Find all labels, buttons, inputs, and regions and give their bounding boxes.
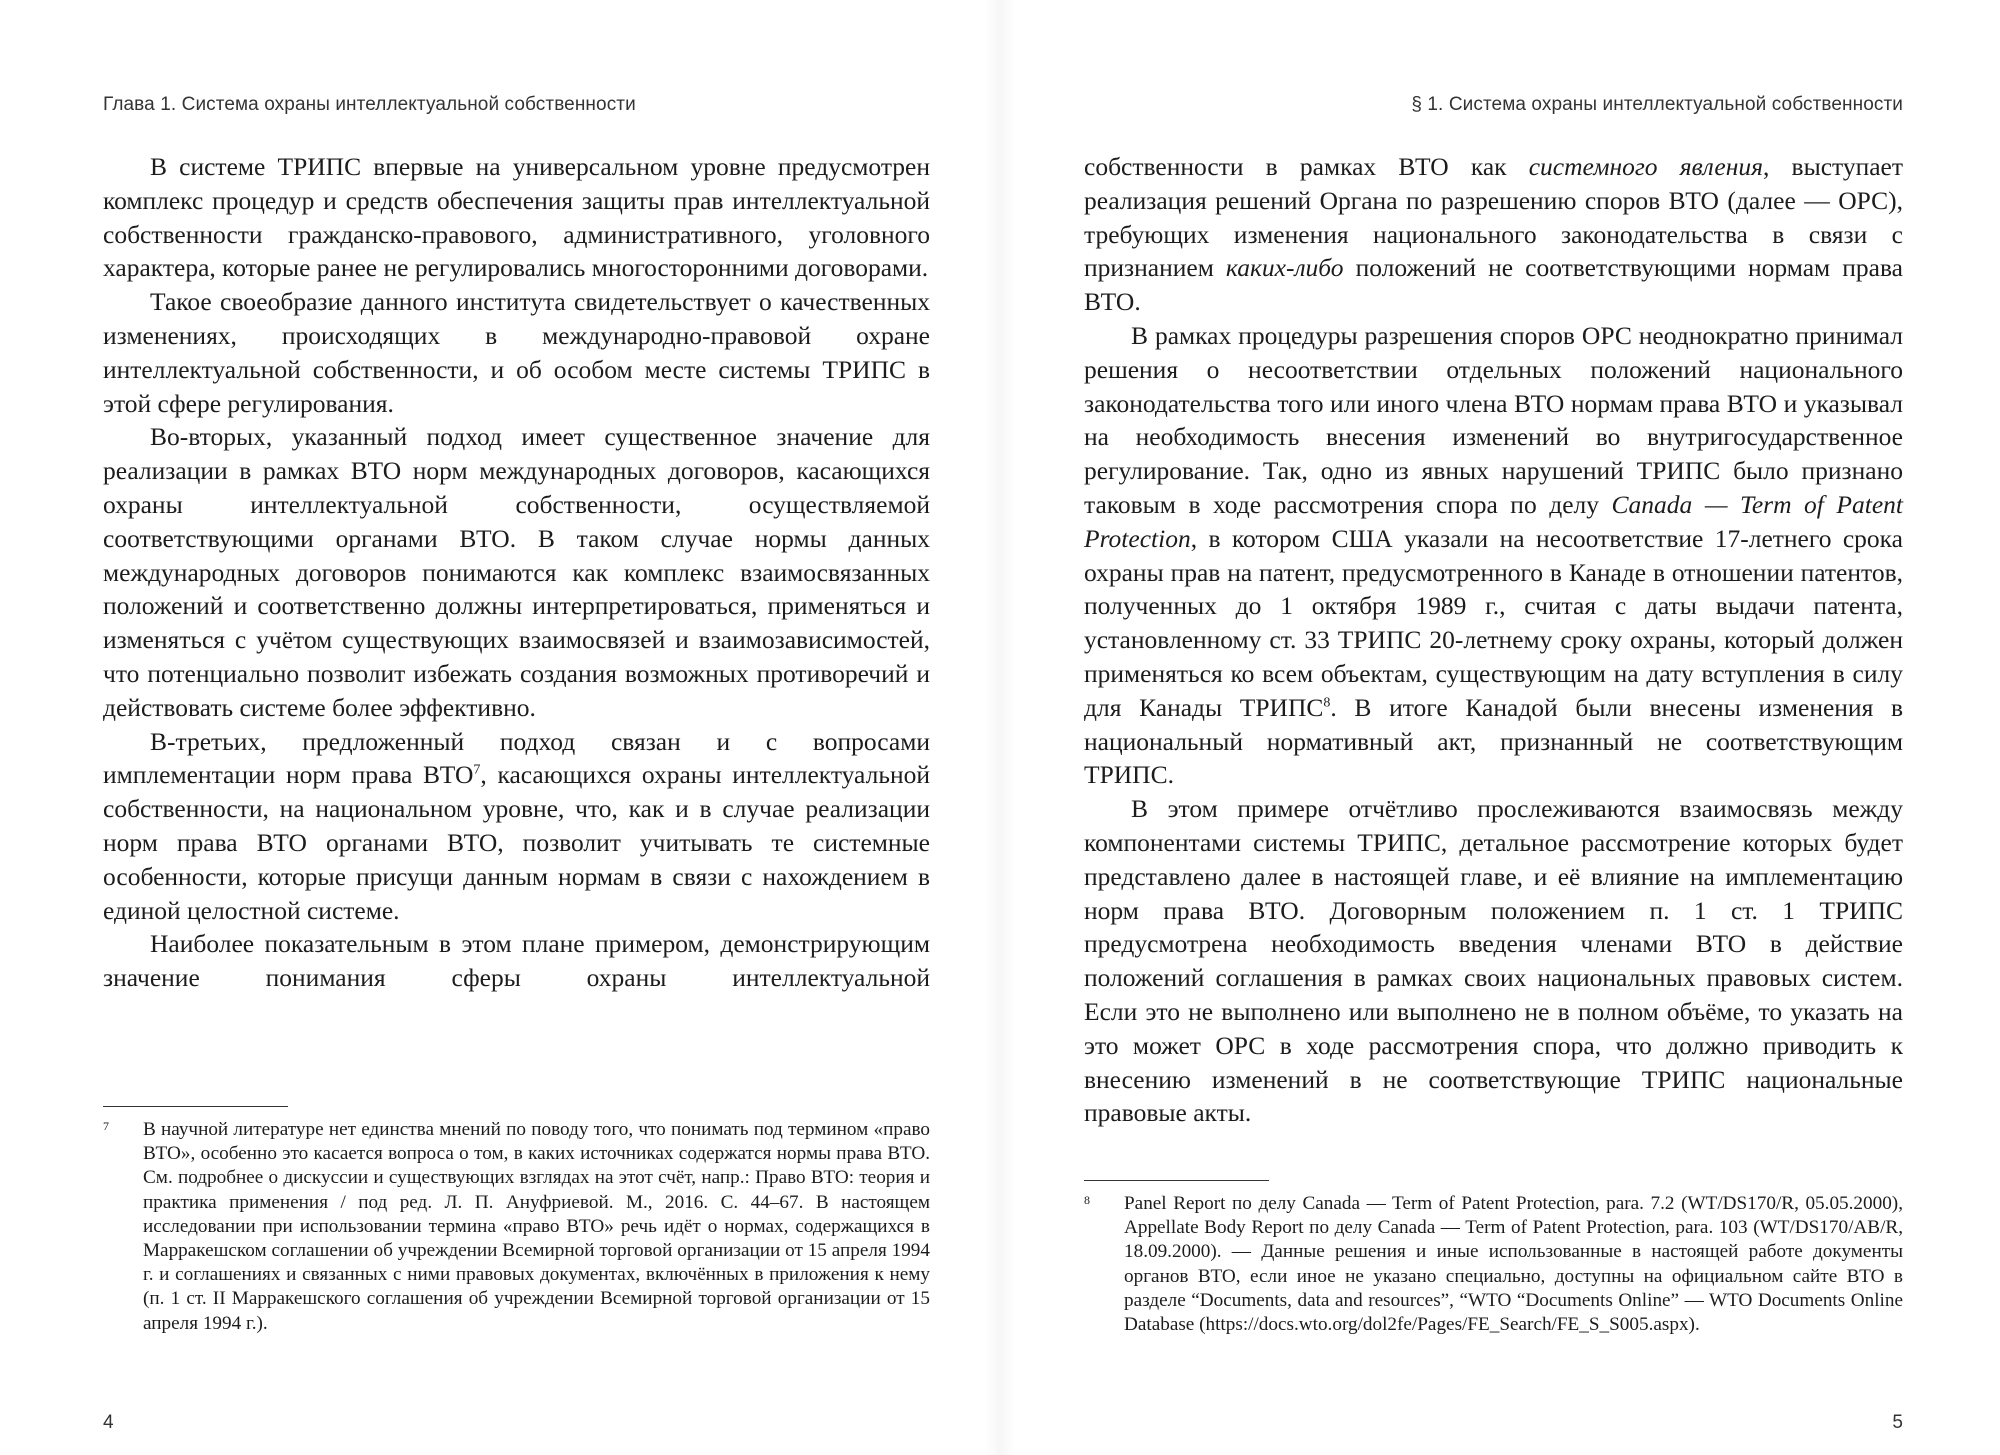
text-span: , касающихся охраны интеллектуальной собственности, на национальном уровне, что, как и в случае реализации норм права ВТО органами ВТО, позволит учитывать те системные особенности, которые присущи данным нормам в связи с нахождением в единой целостной системе. [103, 760, 930, 925]
footnote-number: 7 [103, 1119, 109, 1133]
running-header-left: Глава 1. Система охраны интеллектуальной собственности [103, 94, 636, 115]
text-span: , выступает реализация решений Органа по разрешению споров ВТО (далее — ОРС), требующих изменения национального законодательства в связи с признанием [1084, 152, 1904, 283]
footnote-number: 8 [1084, 1193, 1090, 1207]
paragraph: Во-вторых, указанный подход имеет существенное значение для реализации в рамках ВТО норм международных договоров, касающихся охраны интеллектуальной собственности, осуществляемой соответствующими органами ВТО. В таком случае нормы данных международных договоров понимаются как комплекс взаимосвязанных положений и соответственно должны интерпретироваться, применяться и изменяться с учётом существующих взаимосвязей и взаимозависимостей, что потенциально позволит избежать создания возможных противоречий и действовать системе более эффективно. [103, 422, 930, 722]
footnote-ref-7[interactable]: 7 [473, 762, 481, 778]
paragraph [103, 725, 930, 928]
footnote-ref-8[interactable]: 8 [1323, 695, 1331, 711]
main-text-right [1084, 150, 1903, 1130]
footnote-7 [103, 1118, 930, 1336]
text-span: собственности в рамках ВТО как [1084, 152, 1529, 181]
running-header-right: § 1. Система охраны интеллектуальной собственности [1411, 94, 1903, 115]
text-span: В-третьих, предложенный подход связан и с вопросами имплементации норм права ВТО [103, 726, 930, 790]
paragraph: В этом примере отчётливо прослеживаются взаимосвязь между компонентами системы ТРИПС, детальное рассмотрение которых будет представлено далее в настоящей главе, и её влияние на имплементацию норм права ВТО. Договорным положением п. 1 ст. 1 ТРИПС предусмотрена необходимость введения членами ВТО в действие положений соглашения в рамках своих национальных правовых систем. Если это не выполнено или выполнено не в полном объёме, то указать на это может ОРС в ходе рассмотрения спора, что должно приводить к внесению изменений в не соответствующие ТРИПС национальные правовые акты. [1084, 794, 1903, 1128]
text-span: . В итоге Канадой были внесены изменения в национальный нормативный акт, признанный не соответствующим ТРИПС. [1084, 692, 1903, 790]
page-number-left: 4 [103, 1412, 114, 1433]
emphasis: системного явления [1528, 152, 1763, 181]
page-number-right: 5 [1892, 1412, 1903, 1433]
paragraph [1084, 150, 1903, 319]
case-name: Canada — Term of Patent Protection [1084, 489, 1903, 553]
footnote-8 [1084, 1192, 1903, 1337]
footnote-text: Panel Report по делу Canada — Term of Patent Protection, para. 7.2 (WT/DS170/R, 05.05.2000), Appellate Body Report по делу Canada — Term of Patent Protection, para. 103 (WT/DS170/AB/R, 18.09.2000). — Данные решения и иные использованные в настоящей работе документы органов ВТО, если иное не указано специально, доступны на официальном сайте ВТО в разделе “Documents, data and resources”, “WTO “Documents Online” — WTO Documents Online Database (https://docs.wto.org/dol2fe/Pages/FE_Search/FE_S_S005.aspx). [1124, 1193, 1903, 1336]
paragraph: В системе ТРИПС впервые на универсальном уровне предусмотрен комплекс процедур и средств обеспечения защиты прав интеллектуальной собственности гражданско-правового, административного, уголовного характера, которые ранее не регулировались многосторонними договорами. [103, 152, 930, 283]
footnote-divider [103, 1106, 288, 1107]
right-page [1000, 0, 2000, 1455]
main-text-left [103, 150, 930, 995]
paragraph [1084, 319, 1903, 792]
emphasis: каких-либо [1225, 253, 1344, 283]
text-span: , в котором США указали на несоответствие 17-летнего срока охраны прав на патент, предусмотренного в Канаде в отношении патентов, полученных до 1 октября 1989 г., считая с даты выдачи патента, установленному ст. 33 ТРИПС 20-летнему сроку охраны, который должен применяться ко всем объектам, существующим на дату вступления в силу для Канады ТРИПС [1084, 523, 1903, 722]
footnote-divider [1084, 1180, 1269, 1181]
text-span: положений не соответствующими нормам права ВТО. [1084, 253, 1903, 317]
paragraph: Наиболее показательным в этом плане примером, демонстрирующим значение понимания сферы охраны интеллектуальной [103, 929, 930, 993]
paragraph: Такое своеобразие данного института свидетельствует о качественных изменениях, происходящих в международно-правовой охране интеллектуальной собственности, и об особом месте системы ТРИПС в этой сфере регулирования. [103, 287, 930, 418]
footnote-text: В научной литературе нет единства мнений по поводу того, что понимать под термином «право ВТО», особенно это касается вопроса о том, в каких источниках содержатся нормы права ВТО. См. подробнее о дискуссии и существующих взглядах на этот счёт, напр.: Право ВТО: теория и практика применения / под ред. Л. П. Ануфриевой. М., 2016. С. 44–67. В настоящем исследовании при использовании термина «право ВТО» речь идёт о нормах, содержащихся в Марракешском соглашении об учреждении Всемирной торговой организации от 15 апреля 1994 г. и соглашениях и связанных с ними правовых документах, включённых в приложения к нему (п. 1 ст. II Марракешского соглашения об учреждении Всемирной торговой организации от 15 апреля 1994 г.). [143, 1119, 930, 1334]
text-span: В рамках процедуры разрешения споров ОРС неоднократно принимал решения о несоответствии отдельных положений национального законодательства того или иного члена ВТО нормам права ВТО и указывал на необходимость внесения изменений во внутригосударственное регулирование. Так, одно из явных нарушений ТРИПС было признано таковым в ходе рассмотрения спора по делу [1084, 320, 1903, 519]
